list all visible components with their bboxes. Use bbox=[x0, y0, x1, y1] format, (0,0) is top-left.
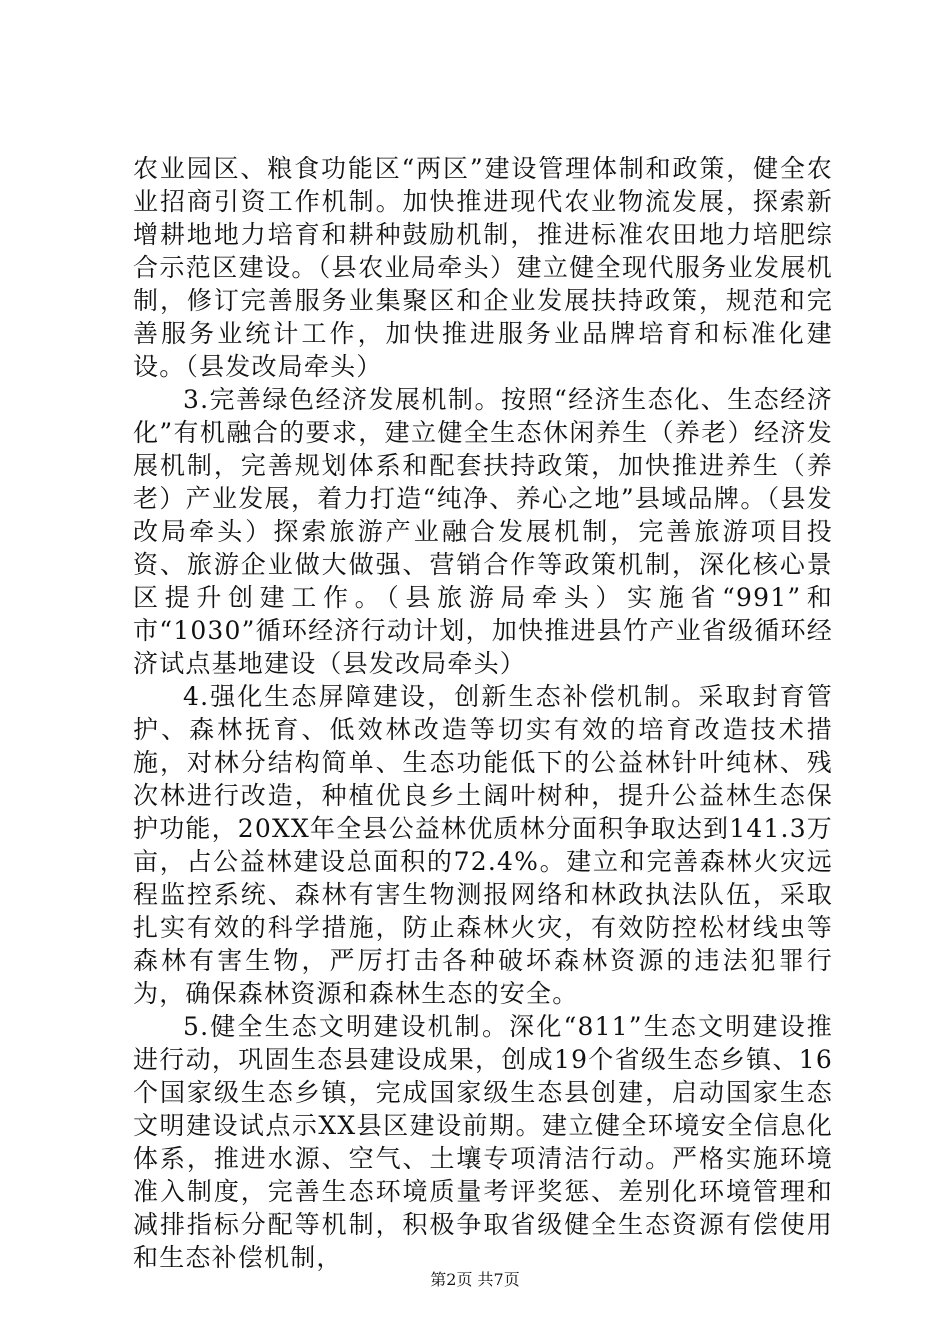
page-number: 第2页 共7页 bbox=[430, 1270, 520, 1289]
document-body bbox=[133, 152, 833, 1274]
page-footer bbox=[0, 1270, 950, 1290]
paragraph-continuation: 农业园区、粮食功能区“两区”建设管理体制和政策，健全农业招商引资工作机制。加快推进现代农业物流发展，探索新增耕地地力培育和耕种鼓励机制，推进标准农田地力培肥综合示范区建设。（县农业局牵头）建立健全现代服务业发展机制，修订完善服务业集聚区和企业发展扶持政策，规范和完善服务业统计工作，加快推进服务业品牌培育和标准化建设。（县发改局牵头） bbox=[133, 154, 833, 381]
paragraph-item-3: 3.完善绿色经济发展机制。按照“经济生态化、生态经济化”有机融合的要求，建立健全生态休闲养生（养老）经济发展机制，完善规划体系和配套扶持政策，加快推进养生（养老）产业发展，着力打造“纯净、养心之地”县域品牌。（县发改局牵头）探索旅游产业融合发展机制，完善旅游项目投资、旅游企业做大做强、营销合作等政策机制，深化核心景区提升创建工作。（县旅游局牵头）实施省“991”和市“1030”循环经济行动计划，加快推进县竹产业省级循环经济试点基地建设（县发改局牵头） bbox=[133, 385, 833, 678]
paragraph-item-5: 5.健全生态文明建设机制。深化“811”生态文明建设推进行动，巩固生态县建设成果，创成19个省级生态乡镇、16个国家级生态乡镇，完成国家级生态县创建，启动国家生态文明建设试点示XX县区建设前期。建立健全环境安全信息化体系，推进水源、空气、土壤专项清洁行动。严格实施环境准入制度，完善生态环境质量考评奖惩、差别化环境管理和减排指标分配等机制，积极争取省级健全生态资源有偿使用和生态补偿机制， bbox=[133, 1012, 833, 1272]
paragraph-item-4: 4.强化生态屏障建设，创新生态补偿机制。采取封育管护、森林抚育、低效林改造等切实有效的培育改造技术措施，对林分结构简单、生态功能低下的公益林针叶纯林、残次林进行改造，种植优良乡土阔叶树种，提升公益林生态保护功能，20XX年全县公益林优质林分面积争取达到141.3万亩，占公益林建设总面积的72.4%。建立和完善森林火灾远程监控系统、森林有害生物测报网络和林政执法队伍，采取扎实有效的科学措施，防止森林火灾，有效防控松材线虫等森林有害生物，严厉打击各种破坏森林资源的违法犯罪行为，确保森林资源和森林生态的安全。 bbox=[133, 682, 833, 1008]
